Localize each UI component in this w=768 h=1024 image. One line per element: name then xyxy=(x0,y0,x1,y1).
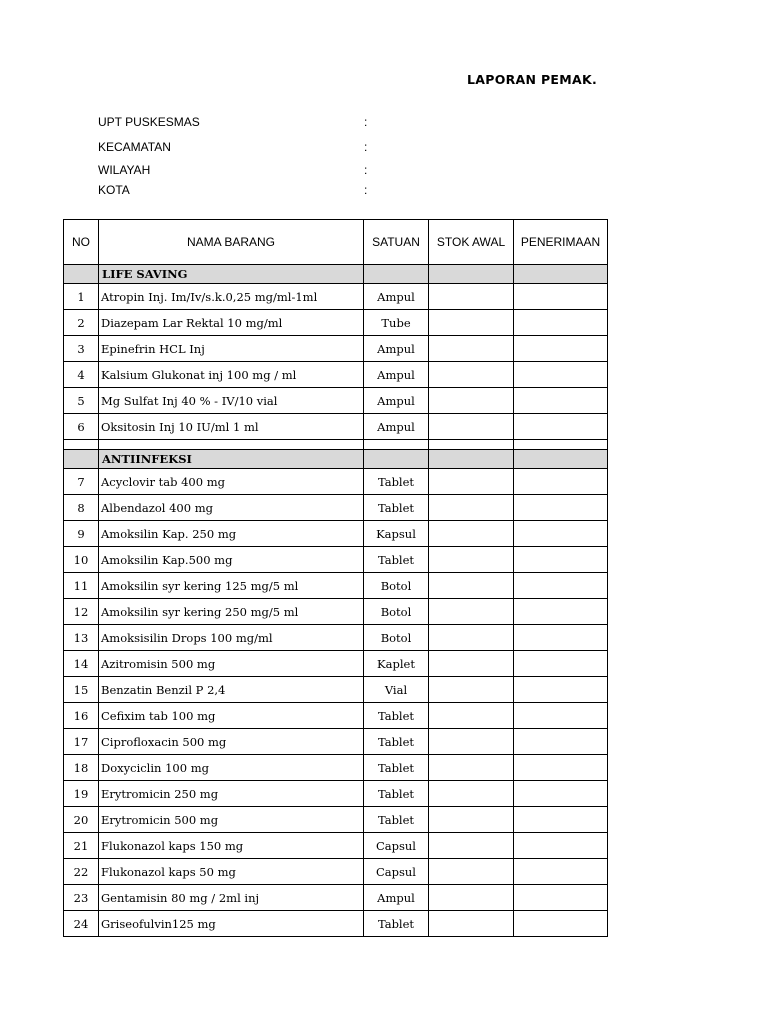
item-unit: Tablet xyxy=(364,469,429,495)
table-header-row xyxy=(64,220,608,265)
stok-awal-cell xyxy=(429,911,514,937)
item-unit: Tablet xyxy=(364,911,429,937)
stok-awal-cell xyxy=(429,781,514,807)
stok-awal-cell xyxy=(429,755,514,781)
item-unit: Botol xyxy=(364,625,429,651)
spacer-cell xyxy=(364,440,429,450)
row-number: 9 xyxy=(64,521,99,547)
table-row xyxy=(64,703,608,729)
item-unit: Tablet xyxy=(364,729,429,755)
stok-awal-cell xyxy=(429,469,514,495)
section-penerimaan-cell xyxy=(514,265,608,284)
item-unit: Tablet xyxy=(364,755,429,781)
info-colon-kota: : xyxy=(364,183,368,197)
stok-awal-cell xyxy=(429,284,514,310)
item-unit: Tablet xyxy=(364,495,429,521)
row-number: 7 xyxy=(64,469,99,495)
info-label-kota: KOTA xyxy=(98,183,130,197)
penerimaan-cell xyxy=(514,885,608,911)
row-number: 16 xyxy=(64,703,99,729)
table-row xyxy=(64,911,608,937)
header-no: NO xyxy=(64,220,99,265)
spacer-cell xyxy=(514,440,608,450)
item-name: Flukonazol kaps 150 mg xyxy=(99,833,364,859)
row-number: 3 xyxy=(64,336,99,362)
penerimaan-cell xyxy=(514,755,608,781)
spacer-cell xyxy=(99,440,364,450)
penerimaan-cell xyxy=(514,781,608,807)
spacer-cell xyxy=(429,440,514,450)
table-row xyxy=(64,807,608,833)
item-name: Amoksilin syr kering 125 mg/5 ml xyxy=(99,573,364,599)
row-number: 13 xyxy=(64,625,99,651)
section-satuan-cell xyxy=(364,450,429,469)
item-name: Flukonazol kaps 50 mg xyxy=(99,859,364,885)
item-unit: Capsul xyxy=(364,859,429,885)
table-row xyxy=(64,833,608,859)
item-name: Mg Sulfat Inj 40 % - IV/10 vial xyxy=(99,388,364,414)
item-name: Amoksilin syr kering 250 mg/5 ml xyxy=(99,599,364,625)
table-row xyxy=(64,284,608,310)
penerimaan-cell xyxy=(514,521,608,547)
table-row xyxy=(64,573,608,599)
stok-awal-cell xyxy=(429,388,514,414)
item-unit: Tablet xyxy=(364,703,429,729)
item-name: Acyclovir tab 400 mg xyxy=(99,469,364,495)
stok-awal-cell xyxy=(429,547,514,573)
section-stok-awal-cell xyxy=(429,450,514,469)
item-name: Erytromicin 500 mg xyxy=(99,807,364,833)
section-stok-awal-cell xyxy=(429,265,514,284)
stok-awal-cell xyxy=(429,703,514,729)
item-unit: Botol xyxy=(364,573,429,599)
info-colon-kecamatan: : xyxy=(364,140,368,154)
section-name: LIFE SAVING xyxy=(99,265,364,284)
penerimaan-cell xyxy=(514,388,608,414)
item-unit: Botol xyxy=(364,599,429,625)
item-name: Amoksilin Kap. 250 mg xyxy=(99,521,364,547)
table-row xyxy=(64,388,608,414)
table-row xyxy=(64,599,608,625)
stok-awal-cell xyxy=(429,310,514,336)
report-title: LAPORAN PEMAK. xyxy=(467,72,597,87)
penerimaan-cell xyxy=(514,651,608,677)
penerimaan-cell xyxy=(514,469,608,495)
table-row xyxy=(64,885,608,911)
item-name: Kalsium Glukonat inj 100 mg / ml xyxy=(99,362,364,388)
row-number: 12 xyxy=(64,599,99,625)
row-number: 17 xyxy=(64,729,99,755)
item-name: Oksitosin Inj 10 IU/ml 1 ml xyxy=(99,414,364,440)
penerimaan-cell xyxy=(514,625,608,651)
item-unit: Ampul xyxy=(364,336,429,362)
penerimaan-cell xyxy=(514,362,608,388)
stok-awal-cell xyxy=(429,677,514,703)
stok-awal-cell xyxy=(429,599,514,625)
table-row xyxy=(64,521,608,547)
header-stok-awal: STOK AWAL xyxy=(429,220,514,265)
row-number: 1 xyxy=(64,284,99,310)
item-name: Cefixim tab 100 mg xyxy=(99,703,364,729)
stok-awal-cell xyxy=(429,859,514,885)
row-number: 23 xyxy=(64,885,99,911)
section-satuan-cell xyxy=(364,265,429,284)
penerimaan-cell xyxy=(514,414,608,440)
penerimaan-cell xyxy=(514,729,608,755)
section-penerimaan-cell xyxy=(514,450,608,469)
stok-awal-cell xyxy=(429,625,514,651)
table-row xyxy=(64,362,608,388)
inventory-table xyxy=(63,219,608,937)
row-number: 18 xyxy=(64,755,99,781)
item-unit: Tablet xyxy=(364,781,429,807)
info-label-wilayah: WILAYAH xyxy=(98,163,151,177)
penerimaan-cell xyxy=(514,547,608,573)
table-row xyxy=(64,625,608,651)
table-row xyxy=(64,677,608,703)
stok-awal-cell xyxy=(429,521,514,547)
row-number: 14 xyxy=(64,651,99,677)
stok-awal-cell xyxy=(429,414,514,440)
section-row xyxy=(64,265,608,284)
stok-awal-cell xyxy=(429,362,514,388)
row-number: 11 xyxy=(64,573,99,599)
item-unit: Ampul xyxy=(364,362,429,388)
penerimaan-cell xyxy=(514,310,608,336)
item-unit: Tablet xyxy=(364,547,429,573)
item-unit: Ampul xyxy=(364,885,429,911)
row-number: 20 xyxy=(64,807,99,833)
info-label-kecamatan: KECAMATAN xyxy=(98,140,171,154)
table-row xyxy=(64,310,608,336)
table-row xyxy=(64,547,608,573)
item-name: Albendazol 400 mg xyxy=(99,495,364,521)
row-number: 24 xyxy=(64,911,99,937)
item-name: Atropin Inj. Im/Iv/s.k.0,25 mg/ml-1ml xyxy=(99,284,364,310)
header-satuan: SATUAN xyxy=(364,220,429,265)
item-name: Ciprofloxacin 500 mg xyxy=(99,729,364,755)
item-unit: Tube xyxy=(364,310,429,336)
item-unit: Ampul xyxy=(364,414,429,440)
row-number: 2 xyxy=(64,310,99,336)
item-name: Benzatin Benzil P 2,4 xyxy=(99,677,364,703)
row-number: 8 xyxy=(64,495,99,521)
table-row xyxy=(64,651,608,677)
penerimaan-cell xyxy=(514,807,608,833)
item-name: Epinefrin HCL Inj xyxy=(99,336,364,362)
stok-awal-cell xyxy=(429,729,514,755)
penerimaan-cell xyxy=(514,677,608,703)
item-name: Gentamisin 80 mg / 2ml inj xyxy=(99,885,364,911)
table-row xyxy=(64,729,608,755)
table-row xyxy=(64,781,608,807)
table-row xyxy=(64,469,608,495)
item-name: Doxyciclin 100 mg xyxy=(99,755,364,781)
stok-awal-cell xyxy=(429,807,514,833)
stok-awal-cell xyxy=(429,573,514,599)
header-nama-barang: NAMA BARANG xyxy=(99,220,364,265)
item-name: Erytromicin 250 mg xyxy=(99,781,364,807)
penerimaan-cell xyxy=(514,495,608,521)
info-label-upt: UPT PUSKESMAS xyxy=(98,115,200,129)
row-number: 19 xyxy=(64,781,99,807)
item-name: Amoksilin Kap.500 mg xyxy=(99,547,364,573)
row-number: 10 xyxy=(64,547,99,573)
penerimaan-cell xyxy=(514,859,608,885)
table-row xyxy=(64,414,608,440)
item-name: Griseofulvin125 mg xyxy=(99,911,364,937)
penerimaan-cell xyxy=(514,599,608,625)
spacer-cell xyxy=(64,440,99,450)
row-number: 5 xyxy=(64,388,99,414)
table-row xyxy=(64,755,608,781)
info-colon-wilayah: : xyxy=(364,163,368,177)
section-row xyxy=(64,450,608,469)
penerimaan-cell xyxy=(514,336,608,362)
header-penerimaan: PENERIMAAN xyxy=(514,220,608,265)
row-number: 15 xyxy=(64,677,99,703)
item-unit: Kaplet xyxy=(364,651,429,677)
penerimaan-cell xyxy=(514,284,608,310)
table-row xyxy=(64,336,608,362)
stok-awal-cell xyxy=(429,833,514,859)
item-name: Amoksisilin Drops 100 mg/ml xyxy=(99,625,364,651)
penerimaan-cell xyxy=(514,833,608,859)
penerimaan-cell xyxy=(514,573,608,599)
item-unit: Ampul xyxy=(364,284,429,310)
item-name: Diazepam Lar Rektal 10 mg/ml xyxy=(99,310,364,336)
item-unit: Ampul xyxy=(364,388,429,414)
row-number: 6 xyxy=(64,414,99,440)
penerimaan-cell xyxy=(514,911,608,937)
table-row xyxy=(64,495,608,521)
item-unit: Vial xyxy=(364,677,429,703)
info-colon-upt: : xyxy=(364,115,368,129)
section-name: ANTIINFEKSI xyxy=(99,450,364,469)
section-no-cell xyxy=(64,450,99,469)
row-number: 22 xyxy=(64,859,99,885)
stok-awal-cell xyxy=(429,495,514,521)
stok-awal-cell xyxy=(429,336,514,362)
table-row xyxy=(64,859,608,885)
stok-awal-cell xyxy=(429,885,514,911)
section-no-cell xyxy=(64,265,99,284)
stok-awal-cell xyxy=(429,651,514,677)
penerimaan-cell xyxy=(514,703,608,729)
item-unit: Capsul xyxy=(364,833,429,859)
item-name: Azitromisin 500 mg xyxy=(99,651,364,677)
spacer-row xyxy=(64,440,608,450)
row-number: 21 xyxy=(64,833,99,859)
row-number: 4 xyxy=(64,362,99,388)
item-unit: Kapsul xyxy=(364,521,429,547)
item-unit: Tablet xyxy=(364,807,429,833)
